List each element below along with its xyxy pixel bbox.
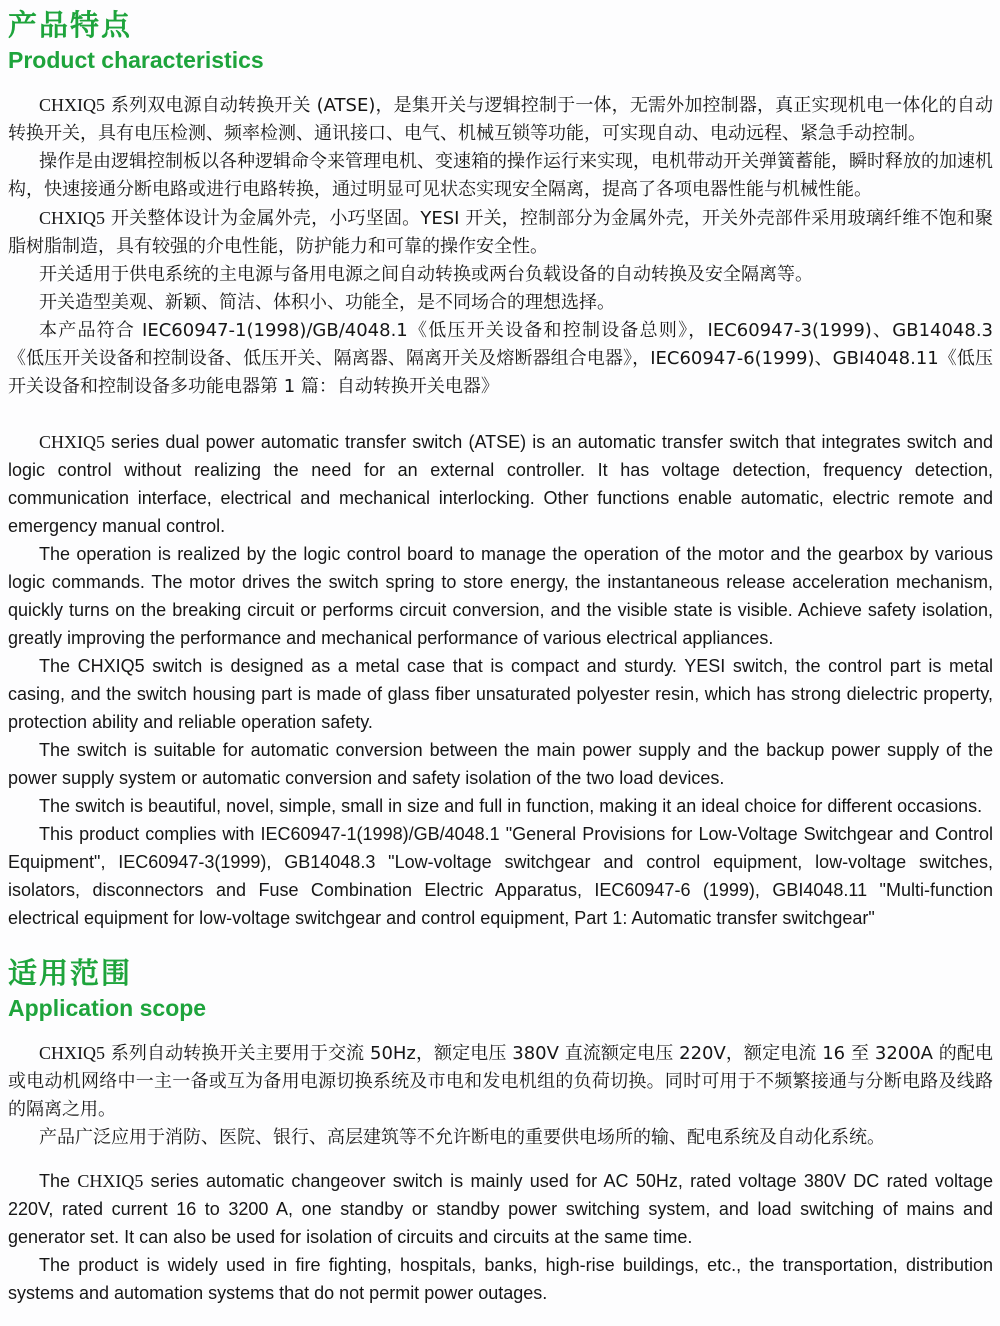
- paragraph: [8, 540, 993, 652]
- model-code-text: CHXIQ5: [39, 95, 105, 116]
- section-heading-zh: 适用范围: [8, 956, 133, 991]
- section-application-scope: [8, 958, 993, 1307]
- paragraph: [8, 1039, 993, 1124]
- paragraph: [8, 317, 993, 401]
- paragraph: [8, 736, 993, 792]
- paragraph: [8, 1251, 993, 1307]
- model-code-text: CHXIQ5: [39, 208, 105, 229]
- paragraph-group-en: [8, 428, 993, 932]
- text-segment: 操作是由逻辑控制板以各种逻辑命令来管理电机、变速箱的操作运行来实现，电机带动开关弹簧蓄能，瞬时释放的加速机构，快速接通分断电路或进行电路转换，通过明显可见状态实现安全隔离，提高了各项电器性能与机械性能。: [8, 151, 993, 201]
- text-segment: series dual power automatic transfer switch (ATSE) is an automatic transfer switch that integrates switch and logic control without realizing the need for an external controller. It has voltage detection, frequency detection, communication interface, electrical and mechanical interlocking. Other functions enable automatic, electric remote and emergency manual control.: [8, 432, 993, 537]
- paragraph: [8, 792, 993, 820]
- text-segment: series automatic changeover switch is mainly used for AC 50Hz, rated voltage 380V DC rated voltage 220V, rated current 16 to 3200 A, one standby or standby power switching system, and load switching of mains and generator set. It can also be used for isolation of circuits and circuits at the same time.: [8, 1171, 993, 1248]
- text-segment: 系列自动转换开关主要用于交流 50Hz，额定电压 380V 直流额定电压 220V，额定电流 16 至 3200A 的配电或电动机网络中一主一备或互为备用电源切换系统及市电和发电机组的负荷切换。同时可用于不频繁接通与分断电路及线路的隔离之用。: [8, 1043, 993, 1121]
- section-heading-zh: 产品特点: [8, 8, 133, 42]
- paragraph: [8, 289, 993, 317]
- text-segment: 系列双电源自动转换开关 (ATSE)，是集开关与逻辑控制于一体，无需外加控制器，真正实现机电一体化的自动转换开关，具有电压检测、频率检测、通讯接口、电气、机械互锁等功能，可实现自动、电动远程、紧急手动控制。: [8, 95, 993, 145]
- paragraph-group-zh: [8, 91, 993, 401]
- model-code-text: CHXIQ5: [39, 432, 105, 453]
- text-segment: The CHXIQ5 switch is designed as a metal case that is compact and sturdy. YESI switch, the control part is metal casing, and the switch housing part is made of glass fiber unsaturated polyester resin, which has strong dielectric property, protection ability and reliable operation safety.: [8, 656, 993, 733]
- paragraph: [8, 261, 993, 289]
- section-heading-en: Product characteristics: [8, 46, 264, 73]
- text-segment: The switch is suitable for automatic conversion between the main power supply and the backup power supply of the power supply system or automatic conversion and safety isolation of the two load devices.: [8, 740, 993, 789]
- model-code-text: CHXIQ5: [77, 1171, 144, 1192]
- paragraph: [8, 820, 993, 932]
- paragraph: [8, 1167, 993, 1251]
- paragraph: [8, 652, 993, 736]
- text-segment: The switch is beautiful, novel, simple, small in size and full in function, making it an ideal choice for different occasions.: [39, 796, 983, 817]
- paragraph: [8, 428, 993, 540]
- text-segment: 开关造型美观、新颖、简洁、体积小、功能全，是不同场合的理想选择。: [39, 292, 615, 314]
- section-heading-en: Application scope: [8, 995, 207, 1022]
- paragraph: [8, 204, 993, 261]
- paragraph-group-zh: [8, 1039, 993, 1152]
- text-segment: The product is widely used in fire fighting, hospitals, banks, high-rise buildings, etc., the transportation, distribution systems and automation systems that do not permit power outages.: [8, 1255, 993, 1304]
- text-segment: The operation is realized by the logic control board to manage the operation of the motor and the gearbox by various logic commands. The motor drives the switch spring to store energy, the instantaneous release acceleration mechanism, quickly turns on the breaking circuit or performs circuit conversion, and the visible state is visible. Achieve safety isolation, greatly improving the performance and mechanical performance of various electrical appliances.: [8, 544, 993, 649]
- paragraph: [8, 1124, 993, 1152]
- model-code-text: CHXIQ5: [39, 1043, 105, 1064]
- text-segment: 开关适用于供电系统的主电源与备用电源之间自动转换或两台负载设备的自动转换及安全隔离等。: [39, 264, 813, 286]
- text-segment: 产品广泛应用于消防、医院、银行、高层建筑等不允许断电的重要供电场所的输、配电系统及自动化系统。: [39, 1127, 885, 1149]
- text-segment: This product complies with IEC60947-1(1998)/GB/4048.1 "General Provisions for Low-Voltage Switchgear and Control Equipment", IEC60947-3(1999), GB14048.3 "Low-voltage switchgear and control equipment, low-voltage switches, isolators, disconnectors and Fuse Combination Electric Apparatus, IEC60947-6 (1999), GBI4048.11 "Multi-function electrical equipment for low-voltage switchgear and control equipment, Part 1: Automatic transfer switchgear": [8, 824, 993, 929]
- section-product-characteristics: [8, 10, 993, 932]
- text-segment: 本产品符合 IEC60947-1(1998)/GB/4048.1《低压开关设备和控制设备总则》，IEC60947-3(1999)、GB14048.3《低压开关设备和控制设备、低压开关、隔离器、隔离开关及熔断器组合电器》，IEC60947-6(1999)、GBI4048.11《低压开关设备和控制设备多功能电器第 1 篇：自动转换开关电器》: [8, 320, 993, 398]
- paragraph: [8, 148, 993, 204]
- paragraph: [8, 91, 993, 148]
- text-segment: 开关整体设计为金属外壳，小巧坚固。YESI 开关，控制部分为金属外壳，开关外壳部件采用玻璃纤维不饱和聚脂树脂制造，具有较强的介电性能，防护能力和可靠的操作安全性。: [8, 208, 993, 258]
- paragraph-group-en: [8, 1167, 993, 1307]
- text-segment: The: [39, 1171, 78, 1192]
